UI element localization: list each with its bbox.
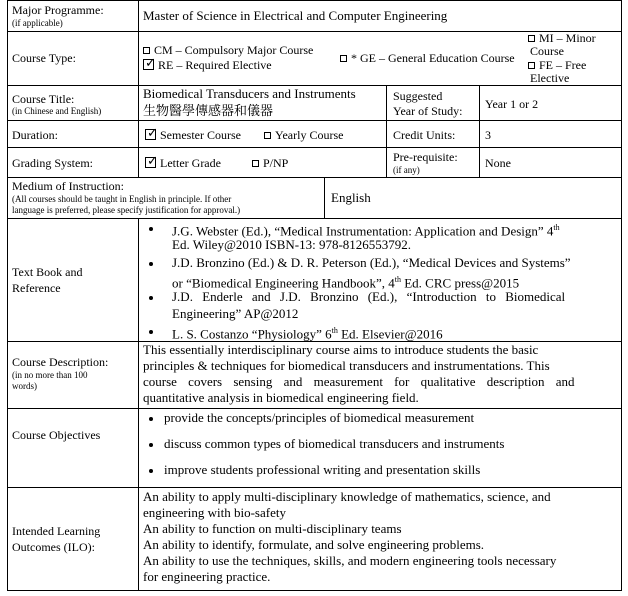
textbook-label-1: Text Book and [12, 265, 83, 279]
description-line-1: This essentially interdisciplinary course aims to introduce students the basic [143, 342, 539, 357]
description-line-2: principles & techniques for biomedical transducers and instrumentations. This [143, 358, 550, 373]
title-chinese: 生物醫學傳感器和儀器 [143, 104, 274, 119]
description-note-1: (in no more than 100 [12, 370, 88, 380]
textbook-label-2: Reference [12, 281, 61, 295]
ilo-label-2: Outcomes (ILO): [12, 540, 95, 554]
mi-label-1: MI – Minor [539, 31, 596, 45]
course-type-cm-option[interactable] [143, 43, 313, 57]
reference-3-line-2: Engineering” AP@2012 [172, 306, 299, 321]
check-mark-icon: ✓ [145, 55, 156, 70]
prereq-value: None [485, 156, 511, 170]
fe-checkbox[interactable] [528, 62, 535, 69]
bullet-icon [149, 417, 153, 421]
letter-grade-checkbox[interactable] [145, 153, 158, 168]
check-mark-icon: ✓ [147, 125, 158, 140]
reference-3-line-1: J.D. Enderle and J.D. Bronzino (Ed.), “Introduction to Biomedical [172, 289, 566, 304]
pnp-label: P/NP [263, 156, 289, 170]
grading-letter-option[interactable] [145, 153, 221, 170]
objective-item-2: discuss common types of biomedical transducers and instruments [164, 436, 505, 451]
prereq-label: Pre-requisite: [393, 150, 458, 164]
yearly-label: Yearly Course [275, 128, 344, 142]
check-mark-icon: ✓ [147, 153, 158, 168]
objective-item-3: improve students professional writing and presentation skills [164, 462, 481, 477]
medium-note-2: language is preferred, please specify justification for approval.) [12, 205, 241, 215]
title-note: (in Chinese and English) [12, 106, 102, 116]
ilo-line-6: for engineering practice. [143, 569, 271, 584]
bullet-icon [149, 469, 153, 473]
objectives-label-cell [7, 408, 139, 488]
objective-item-1: provide the concepts/principles of biomedical measurement [164, 410, 475, 425]
major-label: Major Programme: [12, 3, 104, 17]
ge-checkbox[interactable] [340, 55, 347, 62]
ilo-line-3: An ability to function on multi-disciplinary teams [143, 521, 402, 536]
year-label-1: Suggested [393, 89, 443, 103]
ilo-line-1: An ability to apply multi-disciplinary knowledge of mathematics, science, and [143, 489, 551, 504]
ge-label: * GE – General Education Course [351, 51, 515, 65]
grading-label: Grading System: [12, 156, 93, 170]
yearly-checkbox[interactable] [264, 132, 271, 139]
reference-1-line-1: J.G. Webster (Ed.), “Medical Instrumentation: Application and Design” 4th [172, 223, 560, 239]
reference-2-line-1: J.D. Bronzino (Ed.) & D. R. Peterson (Ed.), “Medical Devices and Systems” [172, 255, 571, 270]
major-note: (if applicable) [12, 18, 63, 28]
fe-label-1: FE – Free [539, 58, 587, 72]
duration-semester-option[interactable] [145, 125, 241, 142]
bullet-icon [149, 443, 153, 447]
medium-value: English [331, 190, 371, 205]
ilo-label-1: Intended Learning [12, 524, 101, 538]
cm-checkbox[interactable] [143, 47, 150, 54]
bullet-icon [149, 296, 153, 300]
re-label: RE – Required Elective [158, 58, 272, 72]
ilo-line-4: An ability to identify, formulate, and solve engineering problems. [143, 537, 485, 552]
semester-label: Semester Course [160, 128, 241, 142]
ilo-line-5: An ability to use the techniques, skills, and modern engineering tools necessary [143, 553, 557, 568]
ilo-label-cell [7, 487, 139, 591]
mi-checkbox[interactable] [528, 35, 535, 42]
duration-yearly-option[interactable] [264, 128, 343, 142]
reference-1-line-2: Ed. Wiley@2010 ISBN-13: 978-8126553792. [172, 237, 412, 252]
mi-label-2: Course [530, 44, 564, 58]
semester-checkbox[interactable] [145, 125, 158, 140]
title-label: Course Title: [12, 92, 75, 106]
credit-label: Credit Units: [393, 128, 456, 142]
description-note-2: words) [12, 381, 37, 391]
textbook-label-cell [7, 218, 139, 342]
objectives-label: Course Objectives [12, 428, 101, 442]
course-type-fe-option[interactable] [528, 58, 586, 72]
letter-grade-label: Letter Grade [160, 156, 221, 170]
prereq-note: (if any) [393, 165, 420, 175]
course-type-re-option[interactable] [143, 55, 272, 72]
pnp-checkbox[interactable] [252, 160, 259, 167]
description-label: Course Description: [12, 355, 109, 369]
course-type-label: Course Type: [12, 51, 76, 65]
year-label-2: Year of Study: [393, 104, 463, 118]
grading-pnp-option[interactable] [252, 156, 288, 170]
title-english: Biomedical Transducers and Instruments [143, 86, 356, 101]
bullet-icon [149, 227, 153, 231]
reference-2-line-2: or “Biomedical Engineering Handbook”, 4th Ed. CRC press@2015 [172, 275, 520, 291]
reference-4: L. S. Costanzo “Physiology” 6th Ed. Elsevier@2016 [172, 326, 443, 342]
cm-label: CM – Compulsory Major Course [154, 43, 314, 57]
re-checkbox[interactable] [143, 55, 156, 70]
description-line-4: quantitative analysis in biomedical engineering field. [143, 390, 419, 405]
medium-label: Medium of Instruction: [12, 179, 124, 193]
medium-note-1: (All courses should be taught in English in principle. If other [12, 194, 232, 204]
year-value: Year 1 or 2 [485, 97, 539, 111]
ilo-line-2: engineering with bio-safety [143, 505, 286, 520]
credit-value-cell [479, 120, 622, 148]
course-type-mi-option[interactable] [528, 31, 596, 45]
bullet-icon [149, 330, 153, 334]
credit-value: 3 [485, 128, 491, 142]
course-type-ge-option[interactable] [340, 51, 515, 65]
bullet-icon [149, 262, 153, 266]
description-line-3: course covers sensing and measurement for qualitative description and [143, 374, 575, 389]
major-value: Master of Science in Electrical and Computer Engineering [143, 8, 448, 23]
fe-label-2: Elective [530, 71, 570, 85]
duration-label: Duration: [12, 128, 58, 142]
